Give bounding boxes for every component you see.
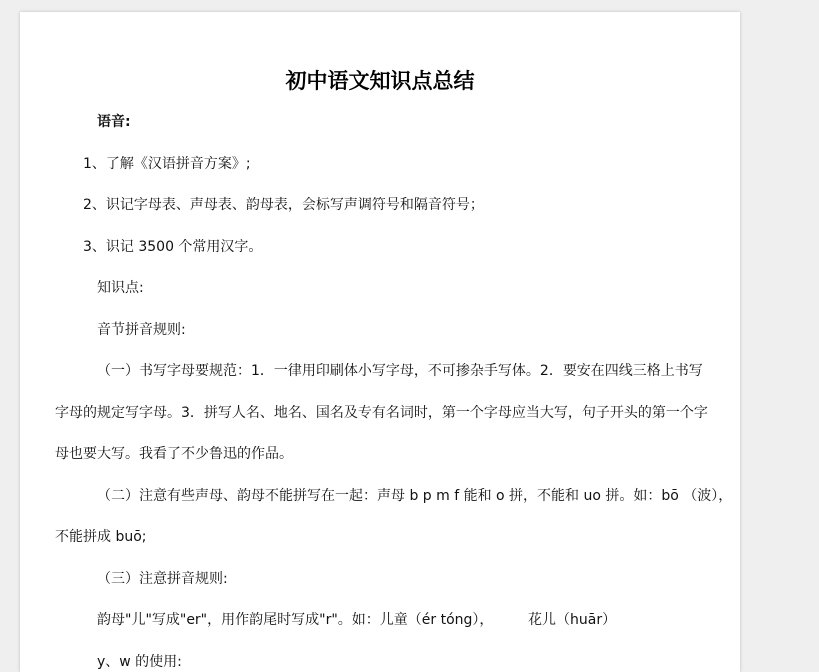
paragraph-line: 字母的规定写字母。3．拼写人名、地名、国名及专有名词时，第一个字母应当大写，句子开头的第一个字 xyxy=(55,404,708,421)
paragraph-line: 韵母"儿"写成"er"，用作韵尾时写成"r"。如：儿童（ér tóng）， xyxy=(97,612,494,628)
document-title: 初中语文知识点总结 xyxy=(285,69,475,93)
paragraph-line: 知识点: xyxy=(97,280,144,296)
paragraph-line-example: 花儿（huār） xyxy=(528,612,617,628)
paragraph-line: y、w 的使用: xyxy=(97,653,182,670)
section-heading-phonetics: 语音: xyxy=(97,114,131,130)
list-item: 2、识记字母表、声母表、韵母表，会标写声调符号和隔音符号； xyxy=(83,197,484,213)
paragraph-line: 母也要大写。我看了不少鲁迅的作品。 xyxy=(55,446,293,462)
list-item: 1、了解《汉语拼音方案》; xyxy=(83,155,251,172)
paragraph-line: 不能拼成 buō; xyxy=(55,529,147,545)
paragraph-line: （一）书写字母要规范：1．一律用印刷体小写字母，不可掺杂手写体。2．要安在四线三格上书写 xyxy=(97,363,703,379)
paragraph-line: （二）注意有些声母、韵母不能拼写在一起：声母 b p m f 能和 o 拼，不能和 uo 拼。如：bō （波）， xyxy=(97,487,733,504)
document-page xyxy=(20,12,740,672)
list-item: 3、识记 3500 个常用汉字。 xyxy=(83,238,263,255)
paragraph-line: （三）注意拼音规则: xyxy=(97,570,228,587)
paragraph-line: 音节拼音规则: xyxy=(97,321,186,338)
